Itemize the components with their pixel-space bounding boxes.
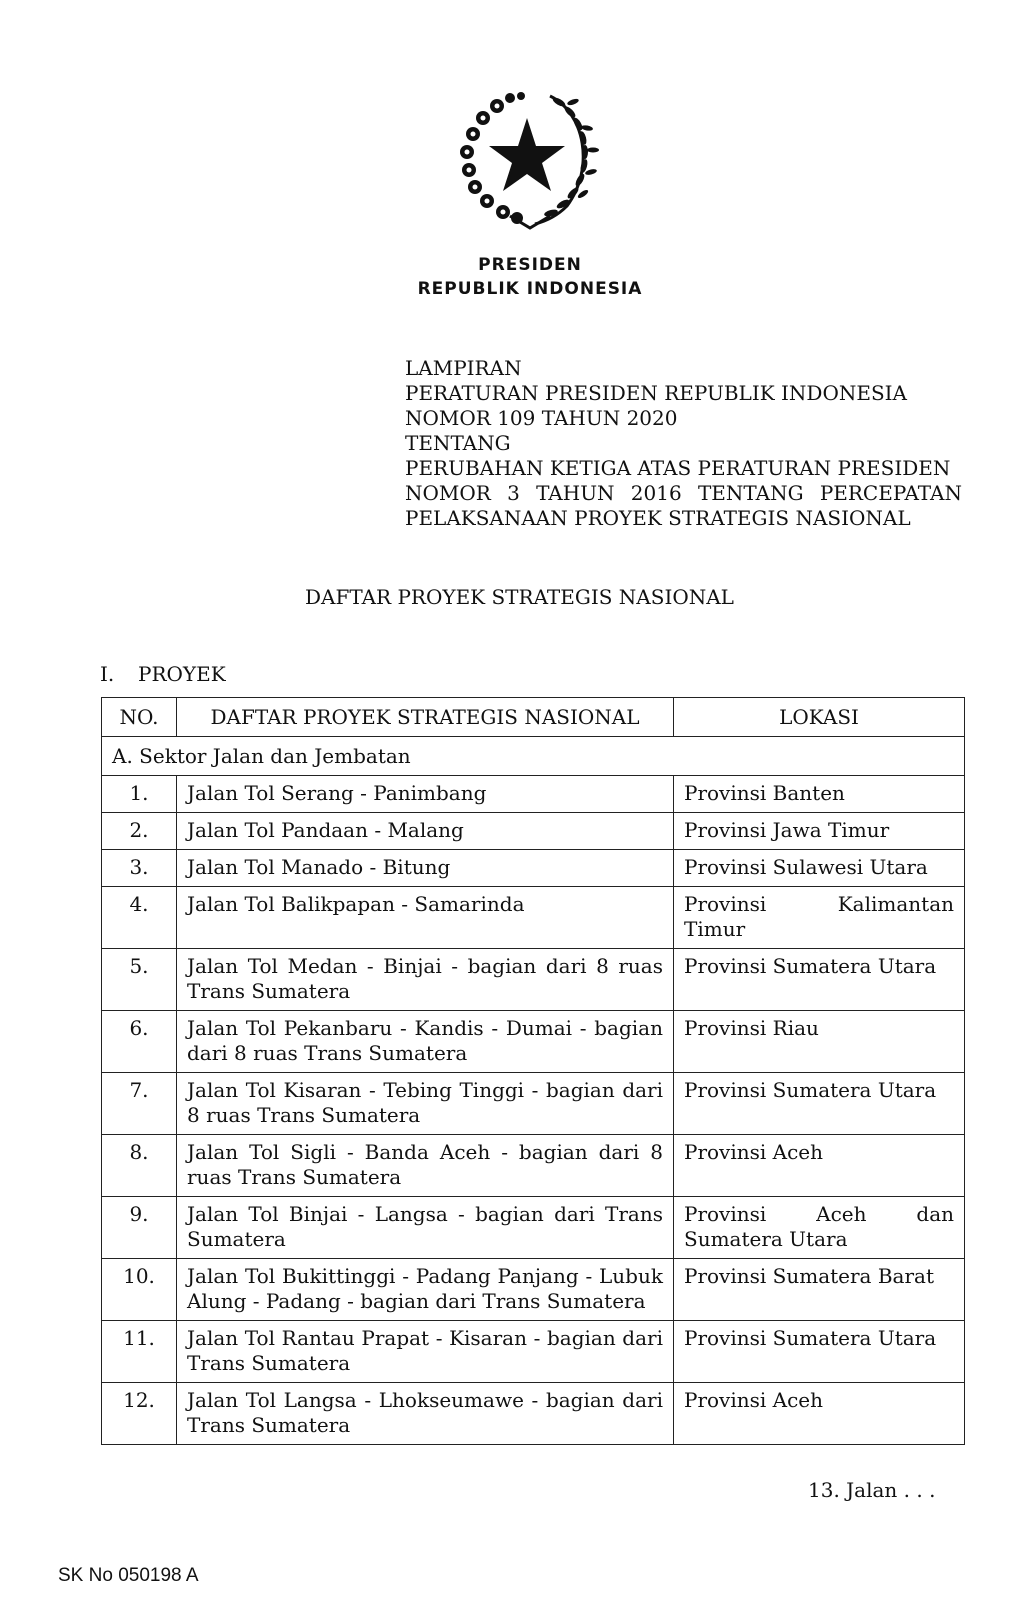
row-project-name: Jalan Tol Langsa - Lhokseumawe - bagian dari Trans Sumatera bbox=[177, 1383, 674, 1445]
row-project-name: Jalan Tol Balikpapan - Samarinda bbox=[177, 887, 674, 949]
sector-row bbox=[102, 737, 965, 776]
row-project-name: Jalan Tol Kisaran - Tebing Tinggi - bagian dari 8 ruas Trans Sumatera bbox=[177, 1073, 674, 1135]
table-row bbox=[102, 887, 965, 949]
sector-label: A. Sektor Jalan dan Jembatan bbox=[102, 737, 965, 776]
header-republik-indonesia: REPUBLIK INDONESIA bbox=[417, 279, 643, 299]
row-number: 8. bbox=[102, 1135, 177, 1197]
table-header-row bbox=[102, 698, 965, 737]
section-label: PROYEK bbox=[138, 662, 226, 686]
row-location: Provinsi Aceh bbox=[674, 1383, 965, 1445]
row-number: 7. bbox=[102, 1073, 177, 1135]
header-presiden: PRESIDEN bbox=[478, 255, 582, 275]
table-row bbox=[102, 1321, 965, 1383]
section-number: I. bbox=[100, 662, 115, 686]
row-number: 10. bbox=[102, 1259, 177, 1321]
row-location: Provinsi Sulawesi Utara bbox=[674, 850, 965, 887]
row-location: Provinsi Sumatera Utara bbox=[674, 1321, 965, 1383]
document-title: DAFTAR PROYEK STRATEGIS NASIONAL bbox=[305, 585, 734, 609]
table-row bbox=[102, 1197, 965, 1259]
header-location: LOKASI bbox=[674, 698, 965, 737]
row-project-name: Jalan Tol Rantau Prapat - Kisaran - bagian dari Trans Sumatera bbox=[177, 1321, 674, 1383]
lampiran-line: NOMOR 3 TAHUN 2016 TENTANG PERCEPATAN bbox=[405, 481, 962, 505]
lampiran-block bbox=[405, 356, 962, 531]
row-number: 9. bbox=[102, 1197, 177, 1259]
table-row bbox=[102, 776, 965, 813]
lampiran-line: PERUBAHAN KETIGA ATAS PERATURAN PRESIDEN bbox=[405, 456, 951, 480]
row-number: 5. bbox=[102, 949, 177, 1011]
row-number: 2. bbox=[102, 813, 177, 850]
row-number: 3. bbox=[102, 850, 177, 887]
table-row bbox=[102, 850, 965, 887]
row-project-name: Jalan Tol Pandaan - Malang bbox=[177, 813, 674, 850]
section-heading bbox=[100, 662, 226, 686]
table-row bbox=[102, 1011, 965, 1073]
row-location: Provinsi Kalimantan Timur bbox=[674, 887, 965, 949]
table-row bbox=[102, 1259, 965, 1321]
row-location: Provinsi Aceh bbox=[674, 1135, 965, 1197]
row-project-name: Jalan Tol Bukittinggi - Padang Panjang - Lubuk Alung - Padang - bagian dari Trans Sumatera bbox=[177, 1259, 674, 1321]
row-number: 1. bbox=[102, 776, 177, 813]
header-project: DAFTAR PROYEK STRATEGIS NASIONAL bbox=[177, 698, 674, 737]
row-location: Provinsi Banten bbox=[674, 776, 965, 813]
lampiran-line: TENTANG bbox=[405, 431, 511, 455]
lampiran-line: PELAKSANAAN PROYEK STRATEGIS NASIONAL bbox=[405, 506, 911, 530]
table-body bbox=[102, 776, 965, 1445]
row-project-name: Jalan Tol Medan - Binjai - bagian dari 8 ruas Trans Sumatera bbox=[177, 949, 674, 1011]
row-number: 12. bbox=[102, 1383, 177, 1445]
row-location: Provinsi Sumatera Utara bbox=[674, 949, 965, 1011]
lampiran-line: LAMPIRAN bbox=[405, 356, 522, 380]
row-location: Provinsi Sumatera Barat bbox=[674, 1259, 965, 1321]
continuation-text: 13. Jalan . . . bbox=[808, 1478, 936, 1502]
row-project-name: Jalan Tol Pekanbaru - Kandis - Dumai - bagian dari 8 ruas Trans Sumatera bbox=[177, 1011, 674, 1073]
table-row bbox=[102, 1073, 965, 1135]
row-number: 4. bbox=[102, 887, 177, 949]
row-location: Provinsi Riau bbox=[674, 1011, 965, 1073]
row-number: 11. bbox=[102, 1321, 177, 1383]
row-project-name: Jalan Tol Serang - Panimbang bbox=[177, 776, 674, 813]
table-row bbox=[102, 1383, 965, 1445]
row-location: Provinsi Jawa Timur bbox=[674, 813, 965, 850]
row-number: 6. bbox=[102, 1011, 177, 1073]
table-row bbox=[102, 949, 965, 1011]
row-location: Provinsi Sumatera Utara bbox=[674, 1073, 965, 1135]
row-project-name: Jalan Tol Sigli - Banda Aceh - bagian dari 8 ruas Trans Sumatera bbox=[177, 1135, 674, 1197]
footer-sk-number: SK No 050198 A bbox=[58, 1565, 199, 1586]
garuda-emblem-icon bbox=[455, 88, 600, 233]
header-no: NO. bbox=[102, 698, 177, 737]
lampiran-line: NOMOR 109 TAHUN 2020 bbox=[405, 406, 678, 430]
lampiran-line: PERATURAN PRESIDEN REPUBLIK INDONESIA bbox=[405, 381, 908, 405]
table-row bbox=[102, 813, 965, 850]
table-row bbox=[102, 1135, 965, 1197]
row-location: Provinsi Aceh dan Sumatera Utara bbox=[674, 1197, 965, 1259]
row-project-name: Jalan Tol Binjai - Langsa - bagian dari Trans Sumatera bbox=[177, 1197, 674, 1259]
project-table bbox=[101, 697, 965, 1445]
row-project-name: Jalan Tol Manado - Bitung bbox=[177, 850, 674, 887]
